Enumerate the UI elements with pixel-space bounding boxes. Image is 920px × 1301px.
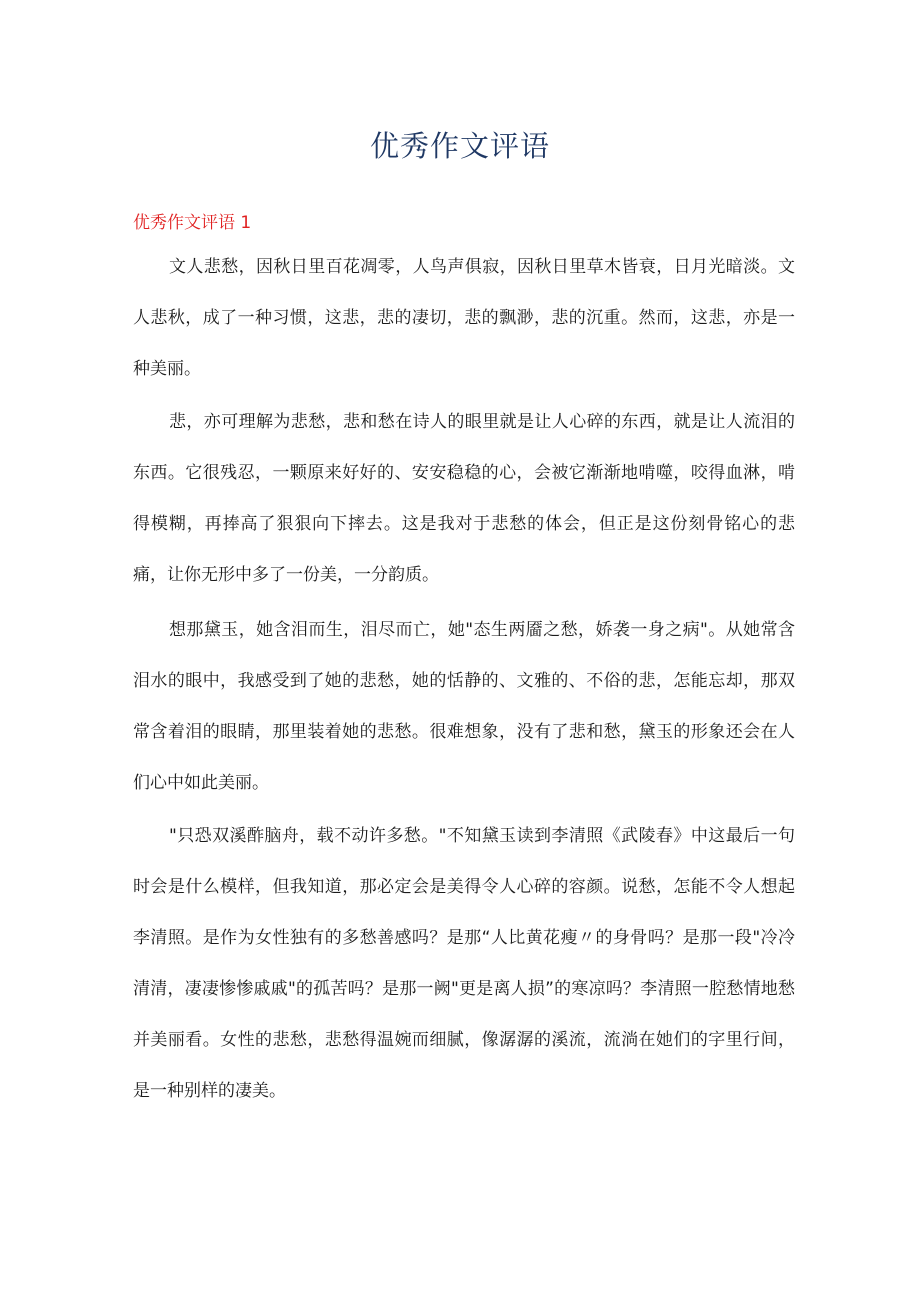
body-paragraph: "只恐双溪酢脑舟，载不动许多愁。"不知黛玉读到李清照《武陵春》中这最后一句时会是什么模样，但我知道，那必定会是美得令人心碎的容颜。说愁，怎能不令人想起李清照。是作为女性独有的多愁善感吗？是那“人比黄花瘦〃的身骨吗？是那一段"冷冷清清，凄凄惨惨戚戚"的孤苦吗？是那一阙"更是离人损”的寒凉吗？李清照一腔愁情地愁并美丽看。女性的悲愁，悲愁得温婉而细腻，像潺潺的溪流，流淌在她们的字里行间，是一种别样的凄美。: [133, 826, 795, 1101]
body-paragraph: 想那黛玉，她含泪而生，泪尽而亡，她"态生两靥之愁，娇袭一身之病"。从她常含泪水的眼中，我感受到了她的悲愁，她的恬静的、文雅的、不俗的悲，怎能忘却，那双常含着泪的眼睛，那里装着她的悲愁。很难想象，没有了悲和愁，黛玉的形象还会在人们心中如此美丽。: [133, 620, 795, 793]
section-heading: 优秀作文评语 1: [133, 213, 252, 233]
body-paragraph: 悲，亦可理解为悲愁，悲和愁在诗人的眼里就是让人心碎的东西，就是让人流泪的东西。它很残忍，一颗原来好好的、安安稳稳的心，会被它渐渐地啃噬，咬得血淋，啃得模糊，再捧高了狠狠向下摔去。这是我对于悲愁的体会，但正是这份刻骨铭心的悲痛，让你无形中多了一份美，一分韵质。: [133, 412, 795, 585]
body-paragraph: 文人悲愁，因秋日里百花凋零，人鸟声俱寂，因秋日里草木皆衰，日月光暗淡。文人悲秋，成了一种习惯，这悲，悲的凄切，悲的飘渺，悲的沉重。然而，这悲，亦是一种美丽。: [133, 257, 795, 379]
document-title: 优秀作文评语: [369, 129, 550, 163]
